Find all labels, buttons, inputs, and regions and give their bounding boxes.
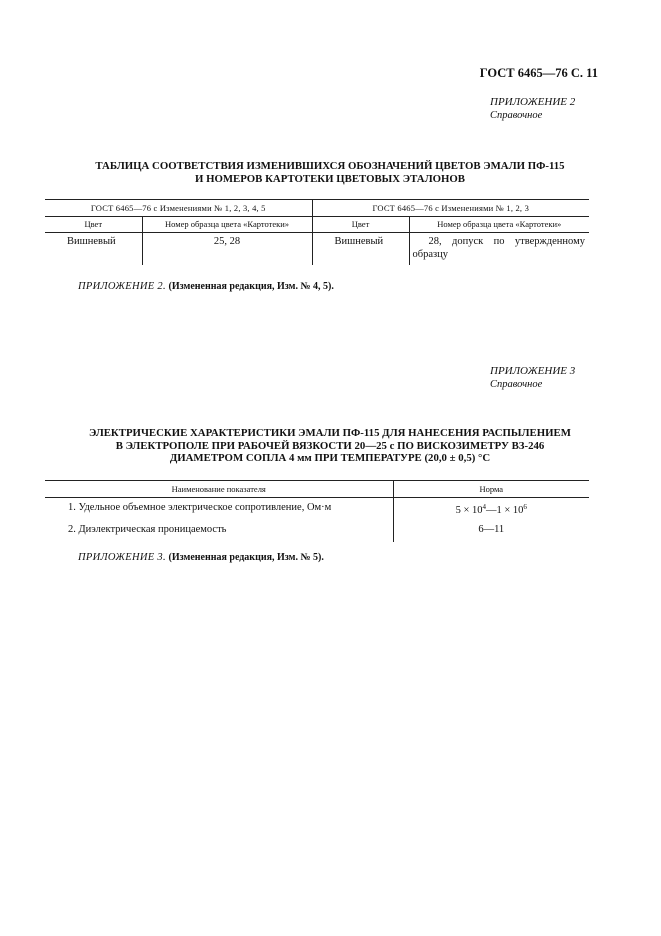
cell-color-new: Вишневый	[45, 233, 142, 266]
electrical-characteristics-table	[45, 480, 589, 542]
row-2-norm: 6—11	[478, 524, 505, 535]
col-color-old: Цвет	[312, 217, 409, 233]
row-1-norm-part-b: —1 × 10	[486, 505, 524, 516]
group-header-old: ГОСТ 6465—76 с Изменениями № 1, 2, 3	[312, 200, 589, 217]
appendix-3-title: ПРИЛОЖЕНИЕ 3	[490, 365, 576, 377]
appendix-2-heading-line-1: ТАБЛИЦА СООТВЕТСТВИЯ ИЗМЕНИВШИХСЯ ОБОЗНАЧЕНИЙ ЦВЕТОВ ЭМАЛИ ПФ-115	[95, 160, 565, 172]
row-1-norm-exp-1: 4	[482, 503, 486, 511]
table-row	[45, 520, 589, 542]
appendix-2-type: Справочное	[490, 110, 543, 121]
appendix-3-heading-line-1: ЭЛЕКТРИЧЕСКИЕ ХАРАКТЕРИСТИКИ ЭМАЛИ ПФ-115 ДЛЯ НАНЕСЕНИЯ РАСПЫЛЕНИЕМ	[89, 427, 571, 439]
cell-number-old-line-1: 28, допуск по утвержденному	[428, 236, 585, 247]
table-row	[45, 498, 589, 521]
col-parameter-name: Наименование показателя	[45, 481, 393, 498]
appendix-2-note-text: (Измененная редакция, Изм. № 4, 5).	[168, 281, 334, 292]
appendix-2-heading	[40, 160, 620, 185]
row-2-name: 2. Диэлектрическая проницаемость	[45, 520, 393, 542]
col-number-new: Номер образца цвета «Картотеки»	[142, 217, 312, 233]
appendix-3-heading-line-3: ДИАМЕТРОМ СОПЛА 4 мм ПРИ ТЕМПЕРАТУРЕ (20,0 ± 0,5) °С	[169, 452, 491, 464]
appendix-3-note-text: (Измененная редакция, Изм. № 5).	[168, 552, 324, 563]
color-correspondence-table	[45, 199, 589, 265]
cell-number-old	[409, 233, 589, 266]
appendix-2-heading-line-2: И НОМЕРОВ КАРТОТЕКИ ЦВЕТОВЫХ ЭТАЛОНОВ	[194, 172, 466, 185]
appendix-3-type: Справочное	[490, 379, 543, 390]
cell-color-old: Вишневый	[312, 233, 409, 266]
table-row	[45, 233, 589, 266]
cell-number-old-line-2: образцу	[412, 249, 449, 260]
row-1-name: 1. Удельное объемное электрическое сопротивление, Ом·м	[45, 498, 393, 521]
appendix-3-note-label: ПРИЛОЖЕНИЕ 3.	[78, 552, 166, 563]
col-number-old: Номер образца цвета «Картотеки»	[409, 217, 589, 233]
table-header-row	[45, 481, 589, 498]
appendix-2-note	[78, 281, 334, 292]
col-norm: Норма	[393, 481, 589, 498]
appendix-3-label	[490, 365, 575, 391]
table-subheader-row	[45, 217, 589, 233]
col-color-new: Цвет	[45, 217, 142, 233]
group-header-new: ГОСТ 6465—76 с Изменениями № 1, 2, 3, 4, 5	[45, 200, 312, 217]
appendix-3-heading	[40, 427, 620, 465]
table-group-header-row	[45, 200, 589, 217]
appendix-3-heading-line-2: В ЭЛЕКТРОПОЛЕ ПРИ РАБОЧЕЙ ВЯЗКОСТИ 20—25 с ПО ВИСКОЗИМЕТРУ ВЗ-246	[115, 439, 545, 452]
appendix-2-title: ПРИЛОЖЕНИЕ 2	[490, 96, 576, 108]
cell-number-new: 25, 28	[142, 233, 312, 266]
row-1-norm	[393, 498, 589, 521]
row-1-norm-exp-2: 6	[523, 503, 527, 511]
appendix-2-note-label: ПРИЛОЖЕНИЕ 2.	[78, 281, 166, 292]
appendix-2-label	[490, 96, 575, 122]
appendix-3-note	[78, 552, 324, 563]
row-1-norm-part-a: 5 × 10	[455, 505, 483, 516]
page-header: ГОСТ 6465—76 С. 11	[479, 66, 598, 80]
